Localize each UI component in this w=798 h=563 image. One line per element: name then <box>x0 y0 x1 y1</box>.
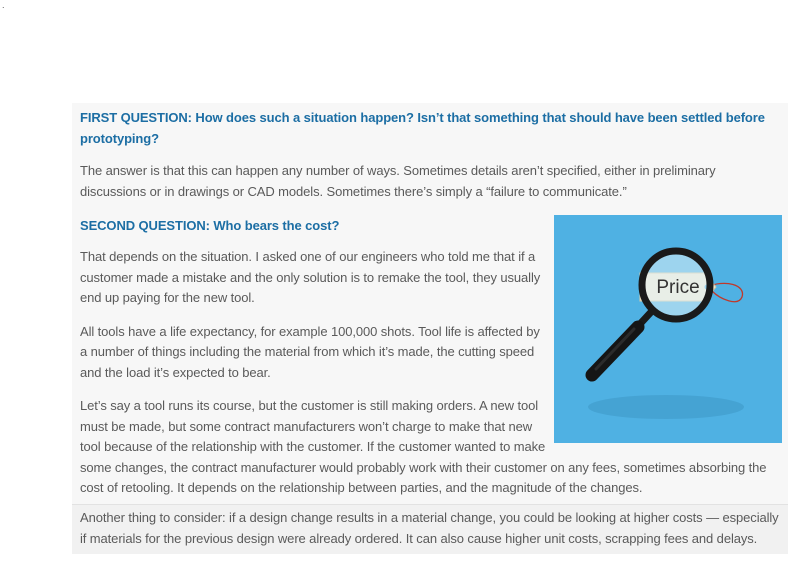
second-question-heading: SECOND QUESTION: Who bears the cost? <box>80 218 340 233</box>
answer-paragraph: The answer is that this can happen any number of ways. Sometimes details aren’t specified, either in preliminary discussions or in drawings or CAD models. Sometimes there’s simply a “failure to communicate.” <box>80 163 716 199</box>
cost-paragraph-3: Let’s say a tool runs its course, but the customer is still making orders. A new tool must be made, but some contract manufacturers won’t charge to make that new tool because of the relationship with the customer. If the customer wanted to make some changes, the contract manufacturer would probably work with their customer on any fees, sometimes absorbing the cost of retooling. It depends on the relationship between parties, and the magnitude of the changes. <box>80 398 767 495</box>
first-question-heading: FIRST QUESTION: How does such a situation happen? Isn’t that something that should have been settled before prototyping? <box>80 110 765 146</box>
cost-paragraph-2: All tools have a life expectancy, for example 100,000 shots. Tool life is affected by a number of things including the material from which it’s made, the cutting speed and the load it’s expected to bear. <box>80 323 540 380</box>
magnifying-glass-icon <box>554 215 782 443</box>
price-magnifier-image <box>554 215 782 443</box>
article-body <box>72 103 788 504</box>
price-tag-label: Price <box>656 277 700 298</box>
cost-paragraph-1: That depends on the situation. I asked one of our engineers who told me that if a customer made a mistake and the only solution is to remake the tool, they usually end up paying for the new tool. <box>80 249 541 305</box>
corner-mark: . <box>2 0 5 10</box>
footer-note-text: Another thing to consider: if a design change results in a material change, you could be looking at higher costs — especially if materials for the previous design were already ordered. It can also cause higher unit costs, scrapping fees and delays. <box>80 510 779 546</box>
footer-note <box>72 504 788 554</box>
